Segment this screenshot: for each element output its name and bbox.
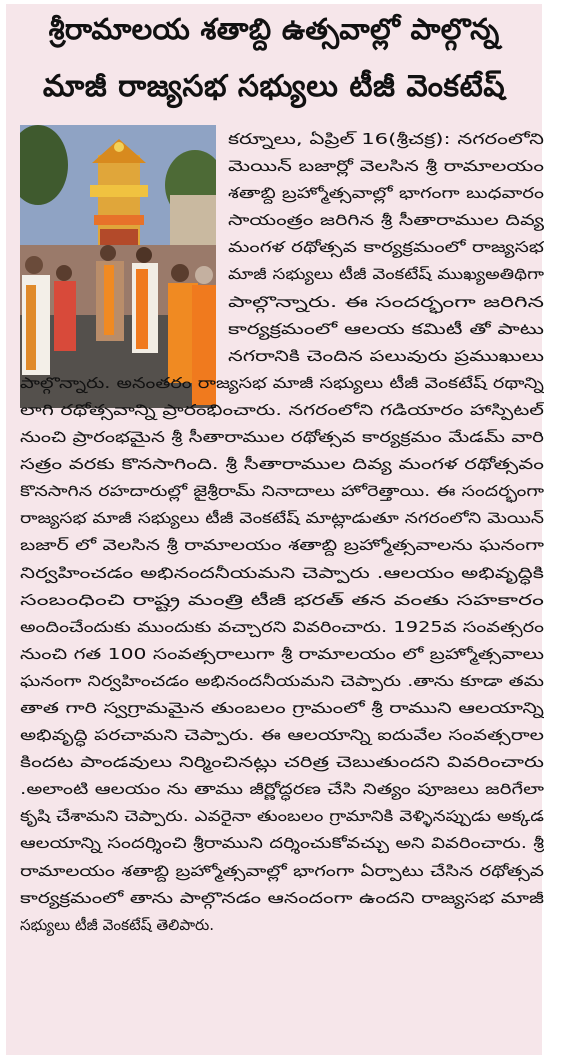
article-line: రామాలయం శతాబ్ది బ్రహ్మోత్సవాల్లో భాగంగా ఏర్పాటు చేసిన రథోత్సవ [20,861,544,880]
article-line: మంగళ రథోత్సవ కార్యక్రమంలో రాజ్యసభ [228,238,544,257]
article-line: మాజీ సభ్యులు టీజీ వెంకటేష్ ముఖ్యఅతిథిగా [228,265,544,284]
article-line: తాత గారి స్వగ్రామమైన తుంబలం గ్రామంలో శ్రీ రాముని ఆలయాన్ని [20,698,544,717]
article-line: నిర్వహించడం అభినందనీయమని చెప్పారు .ఆలయం అభివృద్ధికి [20,563,544,582]
article-line: లాగి రథోత్సవాన్ని ప్రారంభించారు. నగరంలోని గడియారం హాస్పిటల్ [20,400,544,419]
article-line: మెయిన్ బజార్లో వెలసిన శ్రీ రామాలయం [228,157,544,176]
article-line: రాజ్యసభ మాజీ సభ్యులు టీజీ వెంకటేష్ మాట్లాడుతూ నగరంలోని మెయిన్ [20,509,544,528]
article-line: శతాబ్ది బ్రహ్మోత్సవాల్లో భాగంగా బుధవారం [228,184,544,203]
headline-line-1: శ్రీరామాలయ శతాబ్ది ఉత్సవాల్లో పాల్గొన్న [48,12,500,46]
article-line: అభివృద్ధి పరచామని చెప్పారు. ఈ ఆలయాన్ని ఐదువేల సంవత్సరాల [20,726,544,745]
article-line: .అలాంటి ఆలయం ను తాము జీర్ణోద్ధరణ చేసి నిత్యం పూజలు జరిగేలా [20,780,544,799]
article-line: కృషి చేశామని చెప్పారు. ఎవరైనా తుంబలం గ్రామానికి వెళ్ళినప్పుడు అక్కడ [20,807,544,826]
article-line: కార్యక్రమంలో ఆలయ కమిటీ తో పాటు [228,319,544,338]
article-line: కిందట పాండవులు నిర్మించినట్లు చరిత్ర చెబుతుందని వివరించారు [20,753,544,772]
article-line: నగరానికి చెందిన పలువురు ప్రముఖులు [228,346,544,365]
article-line: కార్యక్రమంలో తాను పాల్గొనడం ఆనందంగా ఉందని రాజ్యసభ మాజీ [20,888,544,907]
article-line: బజార్ లో వెలసిన శ్రీ రామాలయం శతాబ్ది బ్రహ్మోత్సవాలను ఘనంగా [20,536,544,555]
article-line: సత్రం వరకు కొనసాగింది. శ్రీ సీతారాముల దివ్య మంగళ రథోత్సవం [20,455,544,474]
article-line: పాల్గొన్నారు. అనంతరం రాజ్యసభ మాజీ సభ్యులు టీజీ వెంకటేష్ రథాన్ని [20,373,544,392]
article-body [20,126,544,939]
article-line: ఘనంగా నిర్వహించడం అభినందనీయమని చెప్పారు .తాను కూడా తమ [20,671,544,690]
news-article [6,4,542,1055]
article-line: కొనసాగిన రహదారుల్లో జైశ్రీరామ్ నినాదాలు హోరెత్తాయి. ఈ సందర్భంగా [20,482,544,501]
article-line: నుంచి ప్రారంభమైన శ్రీ సీతారాముల రథోత్సవ కార్యక్రమం మేడమ్ వారి [20,428,544,447]
headline-line-2: మాజీ రాజ్యసభ సభ్యులు టీజీ వెంకటేష్ [42,69,506,104]
article-line: ఆలయాన్ని సందర్శించి శ్రీరాముని దర్శించుకోవచ్చు అని వివరించారు. శ్రీ [20,834,544,853]
article-line: పాల్గొన్నారు. ఈ సందర్భంగా జరిగిన [228,292,544,311]
article-line: అందించేందుకు ముందుకు వచ్చారని వివరించారు. 1925వ సంవత్సరం [20,617,544,636]
article-line: సభ్యులు టీజీ వెంకటేష్ తెలిపారు. [20,915,215,934]
article-line: సాయంత్రం జరిగిన శ్రీ సీతారాముల దివ్య [228,211,544,230]
article-line: సంబంధించి రాష్ట్ర మంత్రి టీజీ భరత్ తన వంతు సహకారం [20,590,544,609]
article-line: కర్నూలు, ఏప్రిల్ 16(శ్రీచక్ర): నగరంలోని [228,130,544,148]
article-line: నుంచి గత 100 సంవత్సరాలుగా శ్రీ రామాలయం లో బ్రహ్మోత్సవాలు [20,644,544,663]
